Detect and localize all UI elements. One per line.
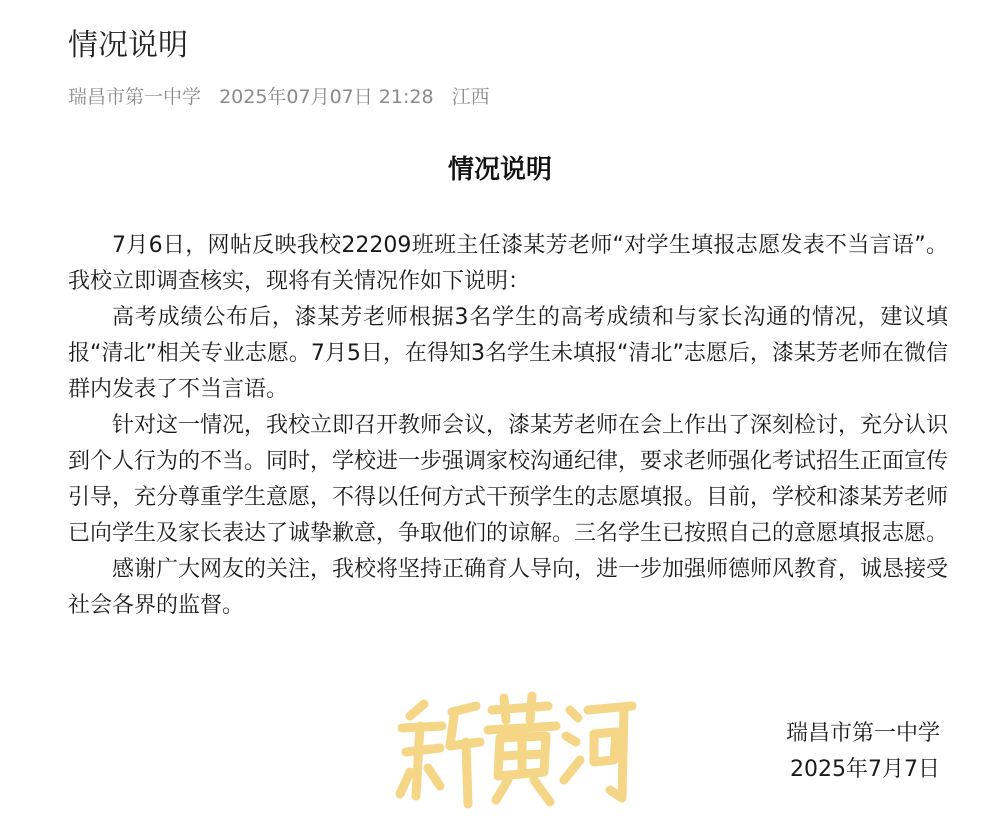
article-datetime: 2025年07月07日 21:28 — [219, 86, 434, 108]
article-source: 瑞昌市第一中学 — [68, 86, 202, 108]
document-title: 情况说明 — [447, 155, 552, 185]
signature-block — [786, 716, 940, 788]
signature-date: 2025年7月7日 — [790, 757, 940, 782]
paragraph: 针对这一情况，我校立即召开教师会议，漆某芳老师在会上作出了深刻检讨，充分认识到个人行为的不当。同时，学校进一步强调家校沟通纪律，要求老师强化考试招生正面宣传引导，充分尊重学生意愿，不得以任何方式干预学生的志愿填报。目前，学校和漆某芳老师已向学生及家长表达了诚挚歉意，争取他们的谅解。三名学生已按照自己的意愿填报志愿。 — [68, 413, 949, 546]
article-meta — [68, 84, 502, 110]
article-region: 江西 — [451, 86, 490, 108]
paragraph: 高考成绩公布后，漆某芳老师根据3名学生的高考成绩和与家长沟通的情况，建议填报“清北”相关专业志愿。7月5日，在得知3名学生未填报“清北”志愿后，漆某芳老师在微信群内发表了不当言语。 — [68, 305, 948, 402]
paragraph: 感谢广大网友的关注，我校将坚持正确育人导向，进一步加强师德师风教育，诚恳接受社会各界的监督。 — [68, 557, 949, 618]
watermark-logo — [380, 676, 640, 816]
signature-org: 瑞昌市第一中学 — [785, 721, 940, 746]
page-title: 情况说明 — [68, 28, 188, 63]
document-body — [68, 228, 948, 624]
paragraph: 7月6日，网帖反映我校22209班班主任漆某芳老师“对学生填报志愿发表不当言语”。我校立即调查核实，现将有关情况作如下说明： — [68, 233, 948, 294]
